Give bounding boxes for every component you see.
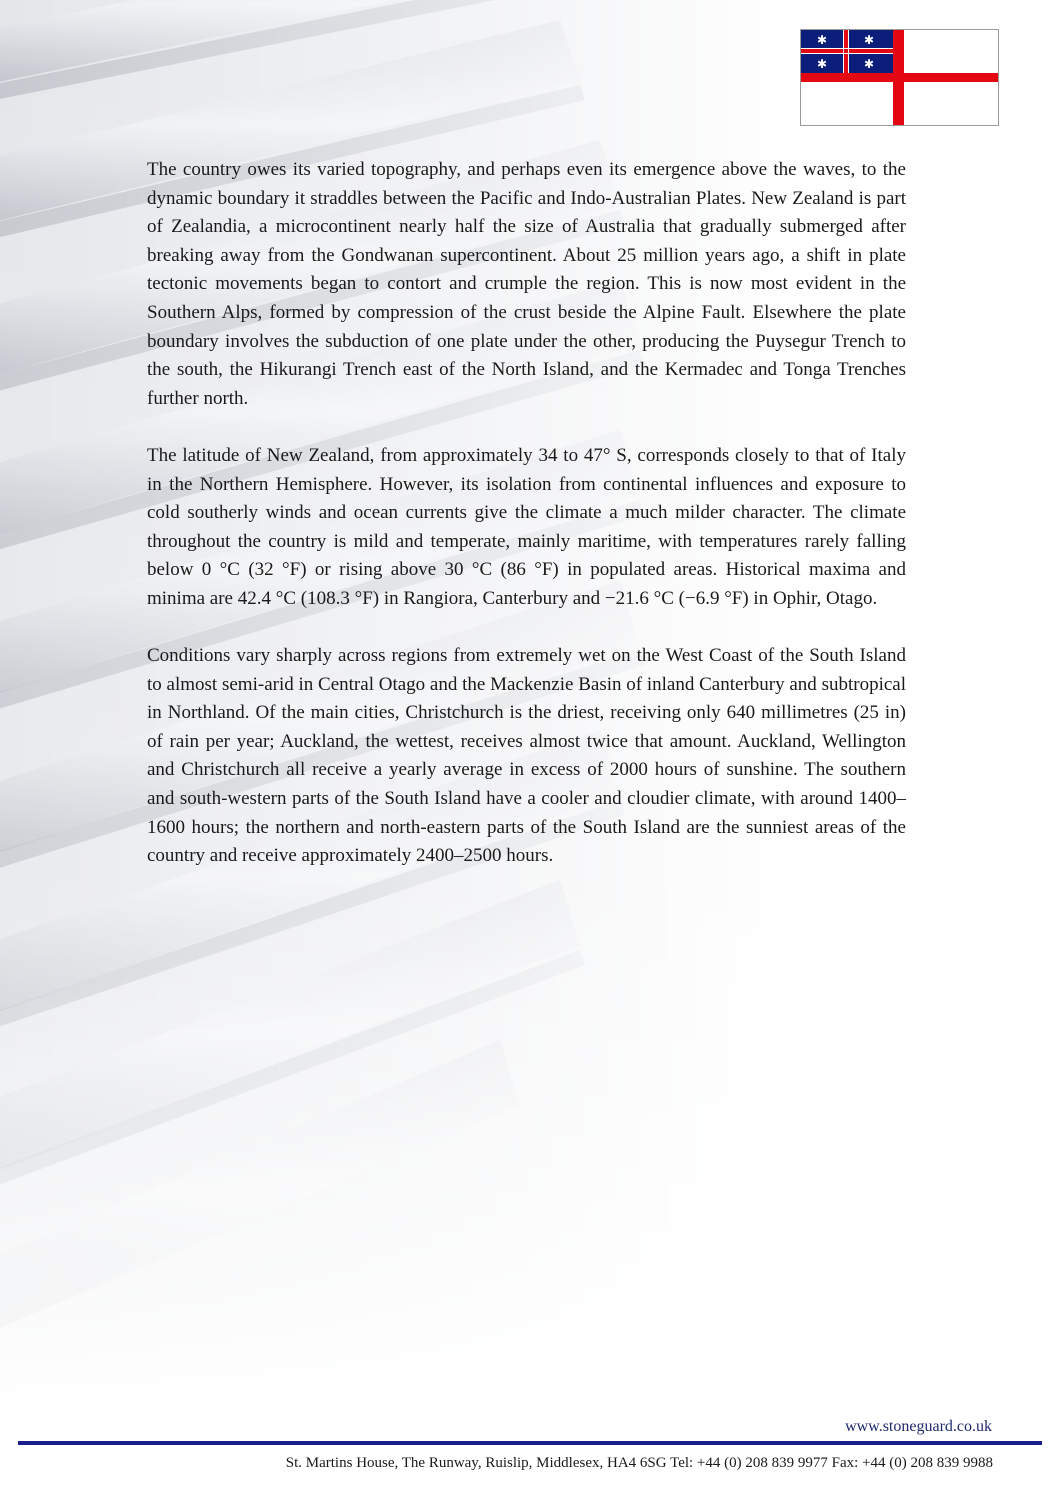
svg-text:✱: ✱ (863, 33, 875, 47)
svg-text:✱: ✱ (863, 57, 875, 71)
svg-text:✱: ✱ (816, 33, 828, 47)
paragraph-climate: The latitude of New Zealand, from approximately 34 to 47° S, corresponds closely to that of Italy in the Northern Hemisphere. However, its isolation from continental influences and exposure to cold southerly winds and ocean currents give the climate a much milder character. The climate throughout the country is mild and temperate, mainly maritime, with temperatures rarely falling below 0 °C (32 °F) or rising above 30 °C (86 °F) in populated areas. Historical maxima and minima are 42.4 °C (108.3 °F) in Rangiora, Canterbury and −21.6 °C (−6.9 °F) in Ophir, Otago. (147, 444, 906, 609)
united-tribes-flag-icon (800, 29, 999, 126)
website-link[interactable]: www.stoneguard.co.uk (845, 1418, 992, 1435)
document-body (147, 156, 906, 899)
paragraph-regional-conditions: Conditions vary sharply across regions from extremely wet on the West Coast of the South Island to almost semi-arid in Central Otago and the Mackenzie Basin of inland Canterbury and subtropical in Northland. Of the main cities, Christchurch is the driest, receiving only 640 millimetres (25 in) of rain per year; Auckland, the wettest, receives almost twice that amount. Auckland, Wellington and Christchurch all receive a yearly average in excess of 2000 hours of sunshine. The southern and south-western parts of the South Island have a cooler and cloudier climate, with around 1400–1600 hours; the northern and north-eastern parts of the South Island are the sunniest areas of the country and receive approximately 2400–2500 hours. (147, 645, 906, 867)
paragraph-topography: The country owes its varied topography, and perhaps even its emergence above the waves, to the dynamic boundary it straddles between the Pacific and Indo-Australian Plates. New Zealand is part of Zealandia, a microcontinent nearly half the size of Australia that gradually submerged after breaking away from the Gondwanan supercontinent. About 25 million years ago, a shift in plate tectonic movements began to contort and crumple the region. This is now most evident in the Southern Alps, formed by compression of the crust beside the Alpine Fault. Elsewhere the plate boundary involves the subduction of one plate under the other, producing the Puysegur Trench to the south, the Hikurangi Trench east of the North Island, and the Kermadec and Tonga Trenches further north. (147, 159, 906, 409)
footer-divider (18, 1441, 1042, 1445)
footer-address: St. Martins House, The Runway, Ruislip, Middlesex, HA4 6SG Tel: +44 (0) 208 839 9977 Fax: +44 (0) 208 839 9988 (285, 1455, 993, 1471)
svg-text:✱: ✱ (816, 57, 828, 71)
